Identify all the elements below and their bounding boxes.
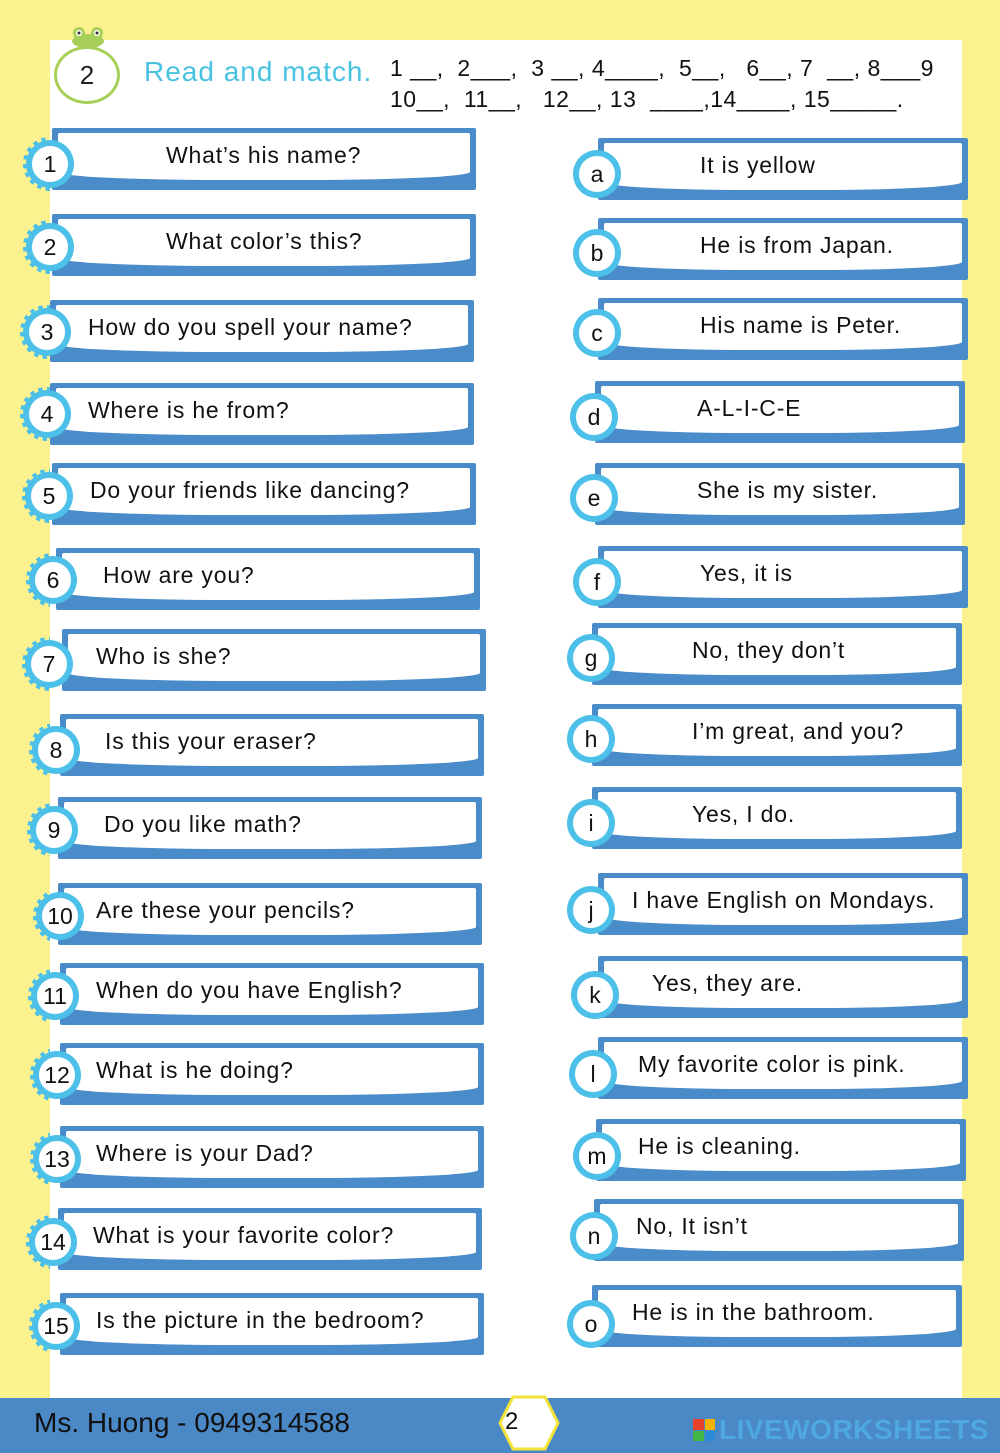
- question-card[interactable]: [58, 1208, 482, 1270]
- question-number-badge: [29, 1218, 77, 1266]
- answer-letter-badge: [571, 971, 619, 1019]
- question-card[interactable]: [60, 714, 484, 776]
- question-number: 11: [43, 982, 67, 1009]
- answer-letter: h: [584, 725, 598, 752]
- question-number-badge: [26, 223, 74, 271]
- question-number: 2: [43, 233, 57, 260]
- question-number-badge: [23, 308, 71, 356]
- question-text: Are these your pencils?: [96, 897, 355, 923]
- question-text: Where is your Dad?: [96, 1140, 314, 1166]
- question-number: 13: [44, 1145, 70, 1172]
- question-text: Who is she?: [96, 643, 232, 669]
- question-text: Where is he from?: [88, 397, 290, 423]
- answer-letter-badge: [567, 715, 615, 763]
- question-number: 15: [43, 1312, 69, 1339]
- question-number-badge: [25, 472, 73, 520]
- answer-letter: l: [590, 1060, 596, 1087]
- question-number-badge: [36, 892, 84, 940]
- question-number-badge: [30, 806, 78, 854]
- answer-letter-badge: [573, 309, 621, 357]
- question-text: What’s his name?: [166, 142, 362, 168]
- answer-letter-badge: [567, 1300, 615, 1348]
- answer-letter: d: [587, 403, 601, 430]
- answer-letter-badge: [570, 1212, 618, 1260]
- question-text: How are you?: [103, 562, 255, 588]
- question-text: What is your favorite color?: [93, 1222, 395, 1248]
- question-card[interactable]: [60, 1043, 484, 1105]
- answer-letter-badge: [570, 474, 618, 522]
- question-card[interactable]: [60, 1126, 484, 1188]
- answer-letter: i: [588, 809, 594, 836]
- question-card[interactable]: [56, 548, 480, 610]
- answer-card[interactable]: [595, 381, 965, 443]
- question-number: 9: [47, 816, 61, 843]
- question-card[interactable]: [52, 463, 476, 525]
- answer-letter: e: [587, 484, 601, 511]
- answer-letter: k: [589, 981, 601, 1008]
- question-number: 8: [49, 736, 63, 763]
- answer-card[interactable]: [598, 956, 968, 1018]
- answer-text: She is my sister.: [697, 477, 879, 503]
- question-number: 1: [43, 150, 57, 177]
- question-number: 7: [42, 650, 56, 677]
- question-text: Do you like math?: [104, 811, 302, 837]
- question-number: 10: [47, 902, 73, 929]
- answer-letter-badge: [570, 393, 618, 441]
- question-card[interactable]: [58, 883, 482, 945]
- answer-text: A-L-I-C-E: [697, 395, 802, 421]
- answer-card[interactable]: [598, 138, 968, 200]
- question-number: 4: [40, 400, 54, 427]
- answer-line-2[interactable]: 10__, 11__, 12__, 13 ____,14____, 15_____.: [390, 86, 904, 112]
- question-text: Do your friends like dancing?: [90, 477, 410, 503]
- answer-letter: m: [587, 1142, 607, 1169]
- answer-text: Yes, they are.: [652, 970, 803, 996]
- question-text: When do you have English?: [96, 977, 403, 1003]
- answer-card[interactable]: [598, 298, 968, 360]
- answer-text: It is yellow: [700, 152, 816, 178]
- question-text: Is this your eraser?: [105, 728, 317, 754]
- answer-card[interactable]: [592, 623, 962, 685]
- question-card[interactable]: [60, 1293, 484, 1355]
- question-card[interactable]: [58, 797, 482, 859]
- answer-text: He is from Japan.: [700, 232, 894, 258]
- section-number-badge: 2: [54, 46, 120, 104]
- brand-logo[interactable]: [693, 1414, 989, 1446]
- answer-letter-badge: [573, 229, 621, 277]
- question-text: What color’s this?: [166, 228, 363, 254]
- answer-text: I have English on Mondays.: [632, 887, 936, 913]
- question-number-badge: [31, 972, 79, 1020]
- exercise-title: Read and match.: [144, 56, 373, 87]
- question-number-badge: [33, 1051, 81, 1099]
- answer-card[interactable]: [596, 1119, 966, 1181]
- question-number: 12: [44, 1061, 70, 1088]
- answer-line-1[interactable]: 1 __, 2___, 3 __, 4____, 5__, 6__, 7 __, 8___9: [390, 55, 934, 81]
- question-card[interactable]: [52, 128, 476, 190]
- question-number-badge: [25, 640, 73, 688]
- question-card[interactable]: [50, 383, 474, 445]
- answer-text: Yes, I do.: [692, 801, 796, 827]
- question-text: Is the picture in the bedroom?: [96, 1307, 425, 1333]
- question-card[interactable]: [52, 214, 476, 276]
- answer-letter: a: [590, 160, 604, 187]
- question-number: 14: [40, 1228, 66, 1255]
- question-number-badge: [32, 1302, 80, 1350]
- answer-letter-badge: [567, 799, 615, 847]
- answer-text: Yes, it is: [700, 560, 793, 586]
- answer-text: He is in the bathroom.: [632, 1299, 875, 1325]
- answer-text: No, It isn’t: [636, 1213, 748, 1239]
- answer-card[interactable]: [592, 787, 962, 849]
- answer-card[interactable]: [598, 873, 968, 935]
- answer-letter: o: [584, 1310, 598, 1337]
- answer-text: I’m great, and you?: [692, 718, 905, 744]
- answer-letter-badge: [573, 150, 621, 198]
- answer-letter-badge: [573, 1132, 621, 1180]
- answer-text: He is cleaning.: [638, 1133, 801, 1159]
- answer-letter: g: [584, 644, 598, 671]
- answer-text: His name is Peter.: [700, 312, 902, 338]
- answer-card[interactable]: [592, 704, 962, 766]
- answer-letter-badge: [573, 558, 621, 606]
- answer-letter: b: [590, 239, 604, 266]
- question-number-badge: [26, 140, 74, 188]
- brand-name: LIVEWORKSHEETS: [719, 1414, 989, 1445]
- question-number: 3: [40, 318, 54, 345]
- answer-card[interactable]: [598, 546, 968, 608]
- question-number: 6: [46, 566, 60, 593]
- answer-letter: j: [588, 896, 594, 923]
- answer-letter-badge: [567, 886, 615, 934]
- answer-letter: f: [593, 568, 601, 595]
- frog-icon: [68, 26, 108, 48]
- question-number-badge: [32, 726, 80, 774]
- question-number: 5: [42, 482, 56, 509]
- question-text: How do you spell your name?: [88, 314, 413, 340]
- question-card[interactable]: [50, 300, 474, 362]
- question-number-badge: [33, 1135, 81, 1183]
- answer-card[interactable]: [594, 1199, 964, 1261]
- question-number-badge: [23, 390, 71, 438]
- brand-grid-icon: [693, 1419, 715, 1441]
- answer-card[interactable]: [592, 1285, 962, 1347]
- answer-letter: n: [587, 1222, 601, 1249]
- answer-letter-badge: [567, 634, 615, 682]
- answer-letter: c: [591, 319, 603, 346]
- question-text: What is he doing?: [96, 1057, 294, 1083]
- answer-text: My favorite color is pink.: [638, 1051, 906, 1077]
- answer-card[interactable]: [595, 463, 965, 525]
- answer-text: No, they don’t: [692, 637, 846, 663]
- author-contact: Ms. Huong - 0949314588: [34, 1407, 350, 1438]
- page-number: 2: [505, 1408, 519, 1435]
- answer-card[interactable]: [598, 1037, 968, 1099]
- question-card[interactable]: [60, 963, 484, 1025]
- answer-card[interactable]: [598, 218, 968, 280]
- question-card[interactable]: [62, 629, 486, 691]
- answer-letter-badge: [569, 1050, 617, 1098]
- question-number-badge: [29, 556, 77, 604]
